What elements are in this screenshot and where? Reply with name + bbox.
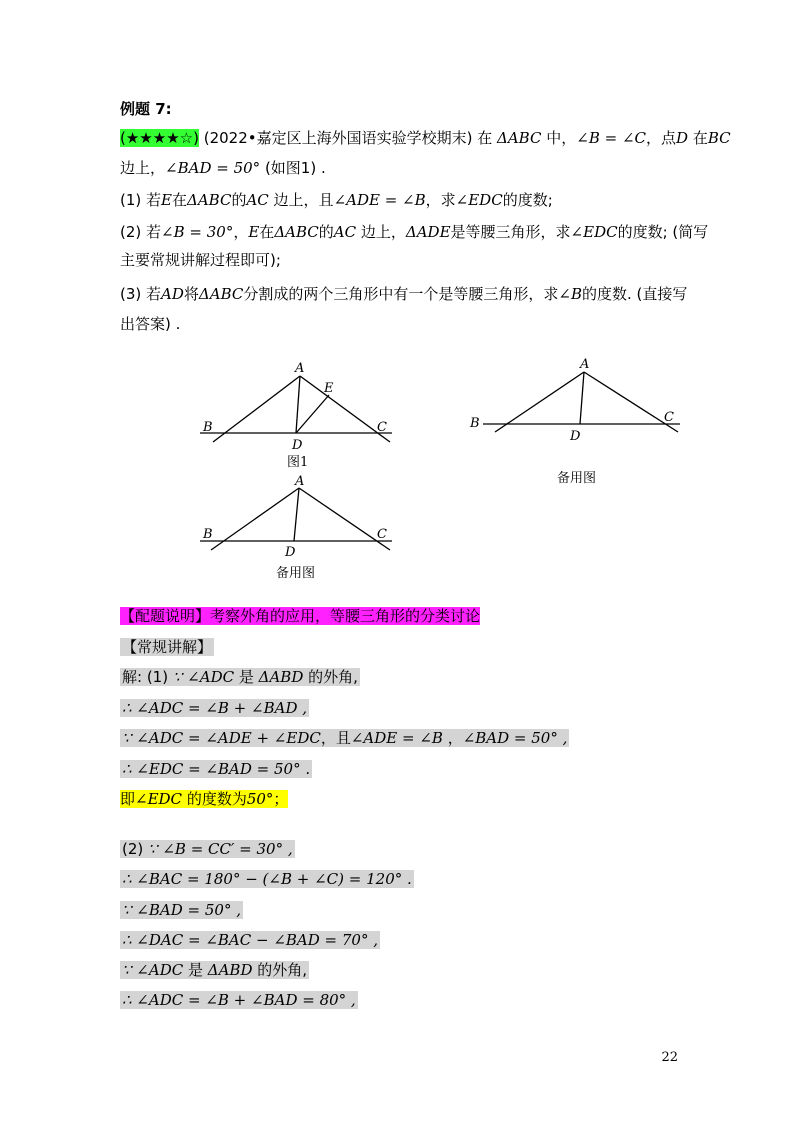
- solution-1-line-2: [120, 697, 309, 719]
- solution-1-answer: [120, 788, 288, 810]
- caption-fig2: 备用图: [557, 471, 597, 486]
- label-d: D: [292, 438, 303, 453]
- label-a: A: [580, 357, 590, 372]
- text: 的: [318, 223, 334, 241]
- text: 在: [259, 223, 275, 241]
- label-c: C: [664, 410, 674, 425]
- math: ΔABD: [258, 668, 304, 686]
- solution-2-line-4: [120, 929, 380, 951]
- condition-ade: ∠ADE = ∠B: [333, 191, 426, 209]
- math: 50°: [246, 790, 274, 808]
- math: ∠ADE = ∠B: [350, 729, 443, 747]
- problem-line-2: [120, 157, 326, 179]
- text: 边上，且: [268, 191, 334, 209]
- label-c: C: [377, 527, 387, 542]
- segment-ab: [213, 376, 300, 442]
- math: ∴ ∠ADC = ∠B + ∠BAD = 80° ,: [122, 991, 356, 1009]
- angle-b-30: ∠B = 30°: [161, 223, 234, 241]
- text: (3) 若: [120, 285, 162, 303]
- text: ，求: [425, 191, 456, 209]
- text: ；: [273, 790, 289, 808]
- text: 的: [231, 191, 247, 209]
- text: 边上，: [120, 159, 166, 177]
- label-d: D: [285, 545, 296, 560]
- text: 将: [183, 285, 199, 303]
- text: 即: [120, 790, 136, 808]
- geometry-figures: [0, 355, 800, 585]
- text: (如图1) .: [260, 159, 326, 177]
- math: ∴ ∠BAC = 180° − (∠B + ∠C) = 120° .: [122, 870, 412, 888]
- text: 的外角,: [252, 961, 308, 979]
- triangle-abc: ΔABC: [187, 191, 232, 209]
- heading-text: 【常规讲解】: [122, 638, 213, 656]
- caption-fig1: 图1: [287, 455, 309, 470]
- solution-text: [120, 729, 569, 747]
- segment-ad: [296, 376, 300, 433]
- label-e: E: [324, 381, 334, 396]
- point-e: E: [161, 191, 172, 209]
- difficulty-stars: (★★★★☆): [120, 129, 199, 147]
- solution-text: [120, 668, 360, 686]
- point-e: E: [248, 223, 260, 241]
- angle-edc: ∠EDC: [570, 223, 618, 241]
- triangle-ade: ΔADE: [405, 223, 451, 241]
- solution-text: [120, 961, 309, 979]
- text: (1) 若: [120, 191, 162, 209]
- solution-1-line-4: [120, 758, 312, 780]
- question-3: [120, 283, 687, 305]
- text: 是等腰三角形，求: [450, 223, 571, 241]
- question-2: [120, 221, 708, 243]
- text: ，: [233, 223, 249, 241]
- question-3-cont: 出答案) .: [120, 315, 181, 333]
- note-line: [120, 605, 480, 627]
- math: ∵ ∠ADC = ∠ADE + ∠EDC: [122, 729, 321, 747]
- text: ，且: [320, 729, 351, 747]
- condition-b-eq-c: ∠B = ∠C: [576, 129, 646, 147]
- example-title: 例题 7:: [120, 100, 172, 118]
- solution-2-line-5: [120, 959, 309, 981]
- math: ∴ ∠ADC = ∠B + ∠BAD ,: [122, 699, 308, 717]
- text: 在: [688, 129, 708, 147]
- figure-1: [200, 361, 392, 470]
- math: ∵ ∠ADC: [172, 668, 235, 686]
- label-b: B: [203, 527, 213, 542]
- question-1: [120, 189, 553, 211]
- segment-ad: AD: [161, 285, 184, 303]
- text: 解: (1): [122, 668, 169, 686]
- text: (2): [122, 840, 144, 858]
- page-number: 22: [661, 1050, 678, 1065]
- solution-1-line-1: [120, 666, 360, 688]
- segment-bc: BC: [707, 129, 731, 147]
- segment-ac: AC: [246, 191, 269, 209]
- point-d: D: [676, 129, 689, 147]
- text: 是: [183, 961, 208, 979]
- problem-note: 【配题说明】考察外角的应用，等腰三角形的分类讨论: [120, 607, 481, 625]
- math: ∵ ∠BAD = 50° ,: [122, 901, 241, 919]
- text: (2) 若: [120, 223, 162, 241]
- text: 的度数;: [502, 191, 553, 209]
- text: ，点: [646, 129, 677, 147]
- solution-text: [120, 840, 295, 858]
- solution-2-line-6: [120, 989, 358, 1011]
- math: ∠EDC: [135, 790, 183, 808]
- segment-ad: [580, 372, 584, 424]
- figure-3: [200, 474, 392, 581]
- caption-fig3: 备用图: [276, 566, 316, 581]
- text: ，: [442, 729, 463, 747]
- text: 是: [234, 668, 259, 686]
- text: 边上，: [356, 223, 406, 241]
- math: ∠BAD = 50° ,: [462, 729, 568, 747]
- text: 在: [171, 191, 187, 209]
- solution-heading: [120, 636, 214, 658]
- math: ΔABD: [207, 961, 253, 979]
- label-b: B: [203, 420, 213, 435]
- angle-bad: ∠BAD = 50°: [165, 159, 261, 177]
- label-a: A: [295, 474, 305, 489]
- segment-ab: [495, 372, 584, 432]
- label-a: A: [295, 361, 305, 376]
- segment-de: [296, 395, 329, 433]
- label-c: C: [377, 420, 387, 435]
- label-d: D: [570, 429, 581, 444]
- text: 的度数; (简写: [617, 223, 709, 241]
- label-b: B: [470, 416, 480, 431]
- text: 的外角,: [303, 668, 358, 686]
- solution-1-line-3: [120, 727, 569, 749]
- math: ∵ ∠B = CC′ = 30° ,: [148, 840, 293, 858]
- question-2-cont: 主要常规讲解过程即可);: [120, 251, 281, 269]
- text: 的度数为: [182, 790, 247, 808]
- solution-2-line-2: [120, 868, 414, 890]
- segment-ad: [294, 488, 299, 541]
- text: 中，: [541, 129, 577, 147]
- solution-2-line-1: [120, 838, 295, 860]
- math: ∴ ∠EDC = ∠BAD = 50° .: [122, 760, 311, 778]
- text: 的度数. (直接写: [581, 285, 688, 303]
- angle-edc: ∠EDC: [455, 191, 503, 209]
- angle-b: ∠B: [558, 285, 582, 303]
- problem-line-1: [120, 127, 731, 149]
- triangle-abc: ΔABC: [274, 223, 319, 241]
- figure-2: [469, 357, 680, 486]
- solution-2-line-3: [120, 899, 243, 921]
- math: ∴ ∠DAC = ∠BAC − ∠BAD = 70° ,: [122, 931, 379, 949]
- problem-source: (2022•嘉定区上海外国语实验学校期末) 在: [203, 129, 493, 147]
- text: 分割成的两个三角形中有一个是等腰三角形，求: [243, 285, 559, 303]
- math: ∵ ∠ADC: [122, 961, 184, 979]
- triangle-abc: ΔABC: [198, 285, 244, 303]
- triangle-abc: ΔABC: [497, 129, 542, 147]
- answer-text: [120, 790, 288, 808]
- segment-ac: AC: [333, 223, 357, 241]
